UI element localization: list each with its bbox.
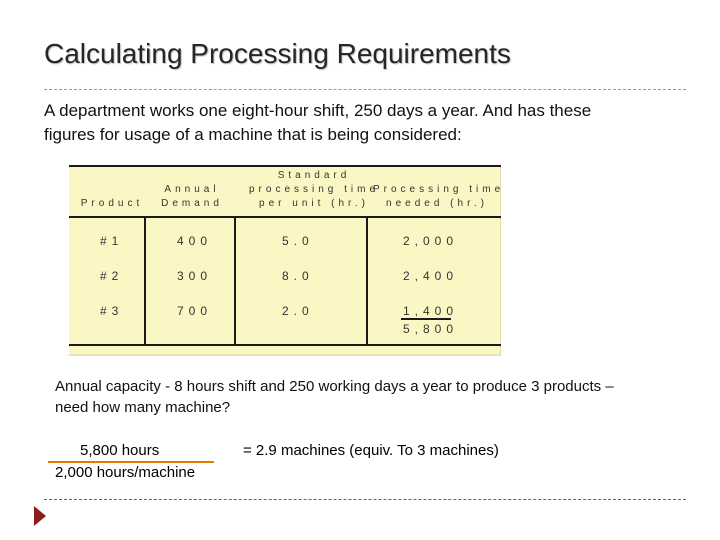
header-line: needed (hr.) bbox=[386, 198, 488, 209]
cell-std-time: 2.0 bbox=[282, 304, 314, 318]
fraction-denominator: 2,000 hours/machine bbox=[55, 464, 196, 481]
cell-time-needed: 2,400 bbox=[403, 269, 459, 283]
cell-std-time: 8.0 bbox=[282, 269, 314, 283]
cell-product: #3 bbox=[100, 304, 124, 318]
result-text: = 2.9 machines (equiv. To 3 machines) bbox=[243, 442, 499, 459]
header-time-needed bbox=[373, 183, 505, 211]
cell-std-time: 5.0 bbox=[282, 234, 314, 248]
cell-demand: 300 bbox=[177, 269, 213, 283]
triangle-right-icon[interactable] bbox=[34, 506, 46, 526]
table-rule-bottom bbox=[69, 344, 501, 346]
column-divider bbox=[234, 217, 236, 345]
cell-demand: 400 bbox=[177, 234, 213, 248]
header-line: Product bbox=[80, 198, 144, 209]
column-divider bbox=[144, 217, 146, 345]
header-line: processing time bbox=[248, 184, 380, 195]
sum-rule bbox=[401, 318, 451, 320]
cell-product: #1 bbox=[100, 234, 124, 248]
fraction-bar bbox=[48, 461, 214, 463]
capacity-text: Annual capacity - 8 hours shift and 250 working days a year to produce 3 products – need how many machine? bbox=[55, 378, 614, 416]
cell-product: #2 bbox=[100, 269, 124, 283]
header-annual-demand bbox=[157, 183, 227, 211]
header-product bbox=[77, 197, 147, 211]
header-standard-time bbox=[239, 169, 389, 211]
header-line: Processing time bbox=[373, 184, 505, 195]
processing-table bbox=[69, 165, 505, 356]
header-rule-top bbox=[69, 165, 501, 167]
cell-time-needed: 2,000 bbox=[403, 234, 459, 248]
header-line: Annual bbox=[164, 184, 220, 195]
intro-text: A department works one eight-hour shift, 250 days a year. And has these figures for usage of a machine that is being considered: bbox=[44, 101, 592, 144]
header-line: per unit (hr.) bbox=[259, 198, 369, 209]
header-line: Demand bbox=[161, 198, 223, 209]
fraction-numerator: 5,800 hours bbox=[80, 442, 160, 459]
title-divider bbox=[44, 89, 686, 90]
column-divider bbox=[366, 217, 368, 345]
cell-total: 5,800 bbox=[403, 322, 459, 336]
cell-demand: 700 bbox=[177, 304, 213, 318]
footer-divider bbox=[44, 499, 686, 500]
header-line: Standard bbox=[277, 170, 351, 181]
slide-title: Calculating Processing Requirements bbox=[44, 38, 511, 69]
cell-time-needed: 1,400 bbox=[403, 304, 459, 318]
header-rule-bottom bbox=[69, 216, 501, 218]
